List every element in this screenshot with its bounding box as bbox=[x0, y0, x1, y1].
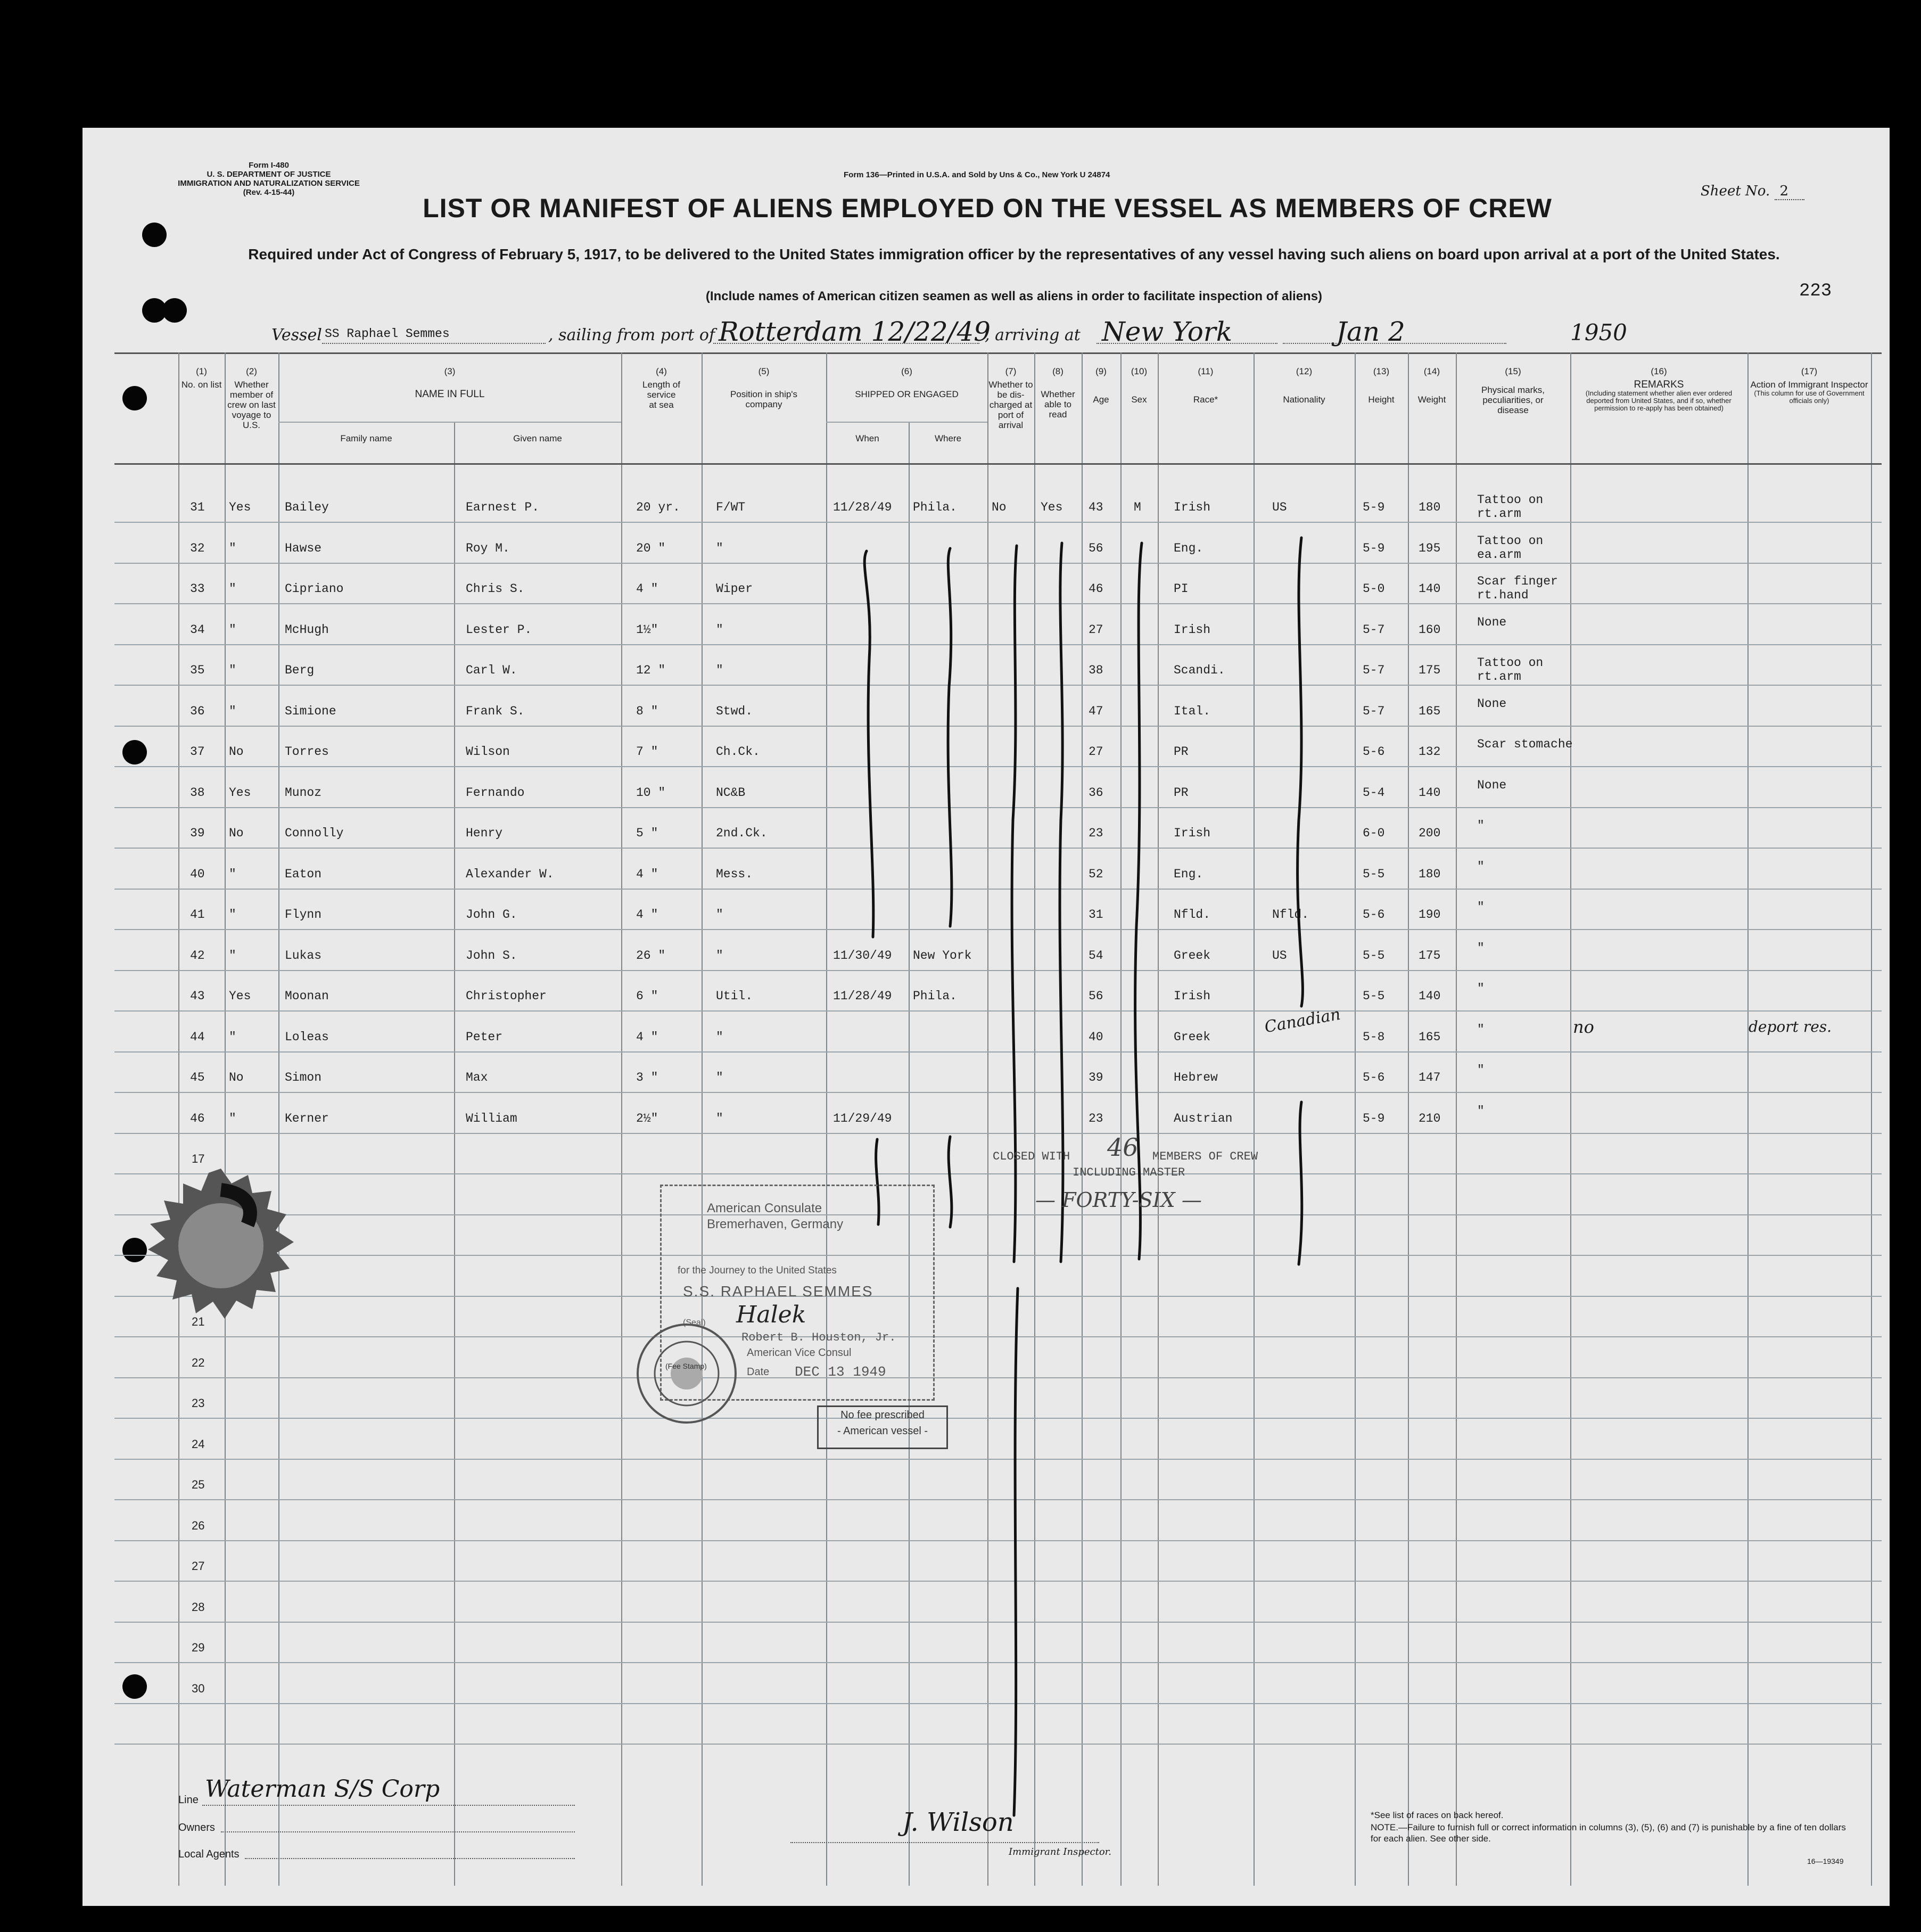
service-length: 4 " bbox=[636, 867, 658, 881]
shipped-where: New York bbox=[913, 948, 972, 963]
dept-name: U. S. DEPARTMENT OF JUSTICE bbox=[207, 170, 331, 179]
consulate-ship: S.S. RAPHAEL SEMMES bbox=[683, 1283, 873, 1300]
row-number: 42 bbox=[190, 948, 205, 963]
race: Greek bbox=[1174, 1030, 1211, 1044]
position: Ch.Ck. bbox=[716, 745, 760, 759]
race: Eng. bbox=[1174, 867, 1203, 881]
family-name: McHugh bbox=[285, 622, 329, 637]
row-number: 43 bbox=[190, 989, 205, 1003]
prev-voyage: No bbox=[229, 826, 244, 840]
physical-marks: " bbox=[1477, 859, 1485, 874]
manifest-sheet bbox=[83, 128, 1890, 1906]
action-note: deport res. bbox=[1749, 1018, 1832, 1035]
service-length: 1½" bbox=[636, 622, 658, 637]
sheet-number: 2 bbox=[1775, 183, 1805, 200]
printer-line: Form 136—Printed in U.S.A. and Sold by Uns & Co., New York U 24874 bbox=[844, 170, 1110, 179]
race: Irish bbox=[1174, 989, 1211, 1003]
col7-header: (7) Whether to be dis-charged at port of arrival bbox=[988, 366, 1033, 430]
col2-header: (2) Whether member of crew on last voyage to U.S. bbox=[227, 366, 276, 430]
inspector-signature: J. Wilson bbox=[902, 1807, 1014, 1837]
physical-marks: " bbox=[1477, 941, 1485, 955]
shipped-when: 11/30/49 bbox=[833, 948, 892, 963]
col8-header: (8) Whether able to read bbox=[1041, 366, 1075, 420]
weight: 200 bbox=[1419, 826, 1441, 840]
prev-voyage: " bbox=[229, 582, 236, 596]
age: 56 bbox=[1089, 989, 1103, 1003]
position: " bbox=[716, 1071, 723, 1084]
given-name: Roy M. bbox=[466, 541, 510, 555]
race: Scandi. bbox=[1174, 663, 1225, 677]
race: Hebrew bbox=[1174, 1071, 1218, 1084]
age: 47 bbox=[1089, 704, 1103, 718]
col12-header: (12) Nationality bbox=[1283, 366, 1325, 405]
given-name: John G. bbox=[466, 908, 517, 922]
consul-name: Robert B. Houston, Jr. bbox=[741, 1331, 896, 1344]
height: 5-6 bbox=[1363, 745, 1385, 759]
shipped-when: 11/28/49 bbox=[833, 500, 892, 514]
age: 36 bbox=[1089, 785, 1103, 800]
weight: 132 bbox=[1419, 745, 1441, 759]
service-length: 8 " bbox=[636, 704, 658, 718]
col10-header: (10) Sex bbox=[1131, 366, 1148, 405]
age: 23 bbox=[1089, 826, 1103, 840]
race: Irish bbox=[1174, 826, 1211, 840]
row-number: 31 bbox=[190, 500, 205, 514]
row-number: 45 bbox=[190, 1071, 205, 1084]
physical-marks: Tattoo on rt.arm bbox=[1477, 656, 1544, 684]
race: PR bbox=[1174, 745, 1189, 759]
family-name: Lukas bbox=[285, 948, 322, 963]
service-length: 20 yr. bbox=[636, 500, 680, 514]
nationality: US bbox=[1272, 500, 1287, 514]
row-number: 46 bbox=[190, 1111, 205, 1125]
service-length: 4 " bbox=[636, 582, 658, 596]
blank-row-number: 21 bbox=[192, 1315, 205, 1328]
vessel-label: Vessel bbox=[271, 326, 322, 344]
arriving-label: , arriving at bbox=[985, 326, 1081, 344]
blank-row-number: 22 bbox=[192, 1355, 205, 1369]
position: " bbox=[716, 541, 723, 555]
consulate-line3: for the Journey to the United States bbox=[678, 1265, 837, 1276]
arrival-year: 1950 bbox=[1570, 319, 1627, 346]
prev-voyage: " bbox=[229, 948, 236, 963]
embossed-seal bbox=[144, 1169, 298, 1323]
physical-marks: None bbox=[1477, 696, 1507, 711]
weight: 190 bbox=[1419, 908, 1441, 922]
race: PR bbox=[1174, 785, 1189, 800]
weight: 140 bbox=[1419, 785, 1441, 800]
family-name: Moonan bbox=[285, 989, 329, 1003]
revision: (Rev. 4-15-44) bbox=[243, 188, 295, 197]
shipped-where: Phila. bbox=[913, 500, 957, 514]
weight: 175 bbox=[1419, 663, 1441, 677]
sailing-port: Rotterdam 12/22/49 bbox=[719, 316, 991, 347]
height: 5-6 bbox=[1363, 1071, 1385, 1084]
age: 56 bbox=[1089, 541, 1103, 555]
family-name: Bailey bbox=[285, 500, 329, 514]
forty-six-label: — FORTY-SIX — bbox=[1035, 1188, 1202, 1212]
given-name: Fernando bbox=[466, 785, 525, 800]
family-name: Cipriano bbox=[285, 582, 344, 596]
given-name: Wilson bbox=[466, 745, 510, 759]
service-length: 7 " bbox=[636, 745, 658, 759]
age: 40 bbox=[1089, 1030, 1103, 1044]
given-name: Lester P. bbox=[466, 622, 532, 637]
service-length: 5 " bbox=[636, 826, 658, 840]
col6b-header: Where bbox=[934, 433, 962, 443]
given-name: Frank S. bbox=[466, 704, 525, 718]
service-length: 10 " bbox=[636, 785, 666, 800]
stamp-date: DEC 13 1949 bbox=[795, 1364, 886, 1380]
sheet-label: Sheet No. bbox=[1701, 183, 1770, 199]
given-name: John S. bbox=[466, 948, 517, 963]
weight: 140 bbox=[1419, 989, 1441, 1003]
col6a-header: When bbox=[855, 433, 879, 443]
family-name: Loleas bbox=[285, 1030, 329, 1044]
given-name: Carl W. bbox=[466, 663, 517, 677]
arrival-date: Jan 2 bbox=[1336, 316, 1405, 347]
row-number: 33 bbox=[190, 582, 205, 596]
form-number: Form I-480 bbox=[249, 161, 289, 170]
col6-header: (6) SHIPPED OR ENGAGED bbox=[855, 366, 959, 399]
family-name: Eaton bbox=[285, 867, 322, 881]
service-length: 2½" bbox=[636, 1111, 658, 1125]
race: Irish bbox=[1174, 622, 1211, 637]
weight: 210 bbox=[1419, 1111, 1441, 1125]
age: 54 bbox=[1089, 948, 1103, 963]
height: 5-6 bbox=[1363, 908, 1385, 922]
physical-marks: None bbox=[1477, 615, 1507, 629]
shipped-when: 11/28/49 bbox=[833, 989, 892, 1003]
race: PI bbox=[1174, 582, 1189, 596]
consul-title: American Vice Consul bbox=[747, 1347, 852, 1359]
members-of-crew-label: MEMBERS OF CREW bbox=[1152, 1150, 1258, 1163]
service-length: 20 " bbox=[636, 541, 666, 555]
family-name: Simon bbox=[285, 1071, 322, 1084]
row-number: 40 bbox=[190, 867, 205, 881]
col14-header: (14) Weight bbox=[1417, 366, 1446, 405]
row-number: 32 bbox=[190, 541, 205, 555]
family-name: Connolly bbox=[285, 826, 344, 840]
stamp-date-label: Date bbox=[747, 1366, 770, 1378]
owners-label: Owners bbox=[178, 1822, 215, 1834]
height: 6-0 bbox=[1363, 826, 1385, 840]
physical-marks: " bbox=[1477, 819, 1485, 833]
row-number: 41 bbox=[190, 908, 205, 922]
position: F/WT bbox=[716, 500, 746, 514]
height: 5-9 bbox=[1363, 1111, 1385, 1125]
family-name: Hawse bbox=[285, 541, 322, 555]
position: Mess. bbox=[716, 867, 753, 881]
fee-box-line1: No fee prescribed bbox=[840, 1409, 925, 1421]
race: Austrian bbox=[1174, 1111, 1233, 1125]
given-name: Earnest P. bbox=[466, 500, 540, 514]
form-code: 16—19349 bbox=[1807, 1857, 1844, 1865]
arriving-port: New York bbox=[1102, 316, 1232, 347]
family-name: Berg bbox=[285, 663, 315, 677]
position: " bbox=[716, 1111, 723, 1125]
given-name: Max bbox=[466, 1071, 488, 1084]
height: 5-5 bbox=[1363, 948, 1385, 963]
weight: 180 bbox=[1419, 867, 1441, 881]
weight: 147 bbox=[1419, 1071, 1441, 1084]
ditto-strokes bbox=[83, 128, 1890, 1906]
row-number: 38 bbox=[190, 785, 205, 800]
row-number: 36 bbox=[190, 704, 205, 718]
prev-voyage: Yes bbox=[229, 989, 251, 1003]
closed-with-label: CLOSED WITH bbox=[993, 1150, 1070, 1163]
position: " bbox=[716, 948, 723, 963]
blank-row-number: 24 bbox=[192, 1437, 205, 1451]
age: 27 bbox=[1089, 622, 1103, 637]
position: Util. bbox=[716, 989, 753, 1003]
discharged: No bbox=[992, 500, 1007, 514]
consulate-line2: Bremerhaven, Germany bbox=[707, 1217, 844, 1231]
races-note: *See list of races on back hereof. bbox=[1371, 1810, 1504, 1820]
physical-marks: None bbox=[1477, 778, 1507, 792]
inspector-label: Immigrant Inspector. bbox=[1009, 1846, 1112, 1857]
col11-header: (11) Race* bbox=[1193, 366, 1218, 405]
given-name: Alexander W. bbox=[466, 867, 554, 881]
weight: 195 bbox=[1419, 541, 1441, 555]
race: Irish bbox=[1174, 500, 1211, 514]
height: 5-7 bbox=[1363, 663, 1385, 677]
physical-marks: " bbox=[1477, 1104, 1485, 1118]
consular-seal bbox=[633, 1320, 740, 1427]
fee-stamp-label: (Fee Stamp) bbox=[665, 1362, 707, 1370]
page-number: 223 bbox=[1799, 281, 1832, 301]
closed-count: 46 bbox=[1107, 1133, 1139, 1162]
service-name: IMMIGRATION AND NATURALIZATION SERVICE bbox=[178, 179, 360, 188]
col13-header: (13) Height bbox=[1368, 366, 1395, 405]
height: 5-9 bbox=[1363, 500, 1385, 514]
local-agents-label: Local Agents bbox=[178, 1848, 240, 1860]
service-length: 4 " bbox=[636, 908, 658, 922]
race: Eng. bbox=[1174, 541, 1203, 555]
blank-row-number: 17 bbox=[192, 1152, 205, 1165]
age: 43 bbox=[1089, 500, 1103, 514]
prev-voyage: " bbox=[229, 663, 236, 677]
col9-header: (9) Age bbox=[1093, 366, 1109, 405]
position: Wiper bbox=[716, 582, 753, 596]
including-master-label: INCLUDING MASTER bbox=[1073, 1166, 1185, 1179]
service-length: 26 " bbox=[636, 948, 666, 963]
vessel-name: SS Raphael Semmes bbox=[325, 327, 450, 341]
blank-row-number: 25 bbox=[192, 1478, 205, 1491]
sex: M bbox=[1134, 500, 1141, 514]
height: 5-7 bbox=[1363, 704, 1385, 718]
service-length: 6 " bbox=[636, 989, 658, 1003]
col4-header: (4) Length of service at sea bbox=[642, 366, 680, 410]
height: 5-8 bbox=[1363, 1030, 1385, 1044]
weight: 180 bbox=[1419, 500, 1441, 514]
blank-row-number: 27 bbox=[192, 1559, 205, 1573]
nationality: Nfld. bbox=[1272, 908, 1309, 922]
row-number: 39 bbox=[190, 826, 205, 840]
prev-voyage: " bbox=[229, 541, 236, 555]
height: 5-9 bbox=[1363, 541, 1385, 555]
row-number: 34 bbox=[190, 622, 205, 637]
able-to-read: Yes bbox=[1041, 500, 1063, 514]
family-name: Simione bbox=[285, 704, 336, 718]
prev-voyage: " bbox=[229, 908, 236, 922]
form-subtitle: Required under Act of Congress of February 5, 1917, to be delivered to the United States immigration officer by the representatives of any vessel having such aliens on board upon arrival at a port of the United States. bbox=[248, 246, 1780, 262]
row-number: 37 bbox=[190, 745, 205, 759]
family-name: Flynn bbox=[285, 908, 322, 922]
col3-header: (3) NAME IN FULL bbox=[415, 366, 485, 400]
blank-row-number: 28 bbox=[192, 1600, 205, 1614]
line-value: Waterman S/S Corp bbox=[205, 1775, 440, 1803]
height: 5-0 bbox=[1363, 582, 1385, 596]
given-name: Chris S. bbox=[466, 582, 525, 596]
row-number: 44 bbox=[190, 1030, 205, 1044]
given-name: Christopher bbox=[466, 989, 547, 1003]
form-note: (Include names of American citizen seamen as well as aliens in order to facilitate inspection of aliens) bbox=[705, 289, 1323, 303]
race: Nfld. bbox=[1174, 908, 1211, 922]
row-number: 35 bbox=[190, 663, 205, 677]
height: 5-7 bbox=[1363, 622, 1385, 637]
position: 2nd.Ck. bbox=[716, 826, 768, 840]
position: Stwd. bbox=[716, 704, 753, 718]
position: " bbox=[716, 622, 723, 637]
age: 23 bbox=[1089, 1111, 1103, 1125]
given-name: Henry bbox=[466, 826, 503, 840]
age: 38 bbox=[1089, 663, 1103, 677]
nationality: US bbox=[1272, 948, 1287, 963]
penalty-note: NOTE.—Failure to furnish full or correct information in columns (3), (5), (6) and (7) is punishable by a fine of ten dollars for each alien. See other side. bbox=[1371, 1822, 1846, 1844]
col5-header: (5) Position in ship's company bbox=[730, 366, 798, 409]
physical-marks: Scar finger rt.hand bbox=[1477, 574, 1558, 602]
blank-row-number: 23 bbox=[192, 1396, 205, 1410]
race: Ital. bbox=[1174, 704, 1211, 718]
position: NC&B bbox=[716, 785, 746, 800]
weight: 165 bbox=[1419, 1030, 1441, 1044]
col15-header: (15) Physical marks, peculiarities, or disease bbox=[1481, 366, 1545, 415]
nationality-correction: Canadian bbox=[1263, 1005, 1342, 1037]
col17-header: (17) Action of Immigrant Inspector (This column for use of Government officials only) bbox=[1750, 366, 1868, 405]
remarks-note: no bbox=[1573, 1017, 1594, 1037]
family-name: Munoz bbox=[285, 785, 322, 800]
fee-box-line2: - American vessel - bbox=[837, 1425, 928, 1437]
prev-voyage: " bbox=[229, 704, 236, 718]
family-name: Kerner bbox=[285, 1111, 329, 1125]
prev-voyage: No bbox=[229, 745, 244, 759]
seal-label: (Seal) bbox=[683, 1318, 706, 1327]
col1-header: (1) No. on list bbox=[181, 366, 222, 390]
prev-voyage: " bbox=[229, 1111, 236, 1125]
physical-marks: " bbox=[1477, 1022, 1485, 1037]
given-name: Peter bbox=[466, 1030, 503, 1044]
consul-signature: Hale​k bbox=[736, 1301, 806, 1328]
service-length: 3 " bbox=[636, 1071, 658, 1084]
height: 5-4 bbox=[1363, 785, 1385, 800]
sailing-label: , sailing from port of bbox=[548, 326, 715, 344]
shipped-when: 11/29/49 bbox=[833, 1111, 892, 1125]
prev-voyage: " bbox=[229, 867, 236, 881]
weight: 140 bbox=[1419, 582, 1441, 596]
prev-voyage: " bbox=[229, 1030, 236, 1044]
race: Greek bbox=[1174, 948, 1211, 963]
given-name: William bbox=[466, 1111, 517, 1125]
prev-voyage: Yes bbox=[229, 785, 251, 800]
prev-voyage: " bbox=[229, 622, 236, 637]
col16-header: (16) REMARKS (Including statement whether alien ever ordered deported from United States, and if so, whether permission to re-apply has been obtained) bbox=[1585, 366, 1733, 412]
physical-marks: " bbox=[1477, 1063, 1485, 1077]
prev-voyage: Yes bbox=[229, 500, 251, 514]
page-title: LIST OR MANIFEST OF ALIENS EMPLOYED ON THE VESSEL AS MEMBERS OF CREW bbox=[423, 193, 1552, 223]
line-label: Line bbox=[178, 1794, 199, 1806]
age: 31 bbox=[1089, 908, 1103, 922]
service-length: 12 " bbox=[636, 663, 666, 677]
prev-voyage: No bbox=[229, 1071, 244, 1084]
physical-marks: Tattoo on ea.arm bbox=[1477, 533, 1544, 562]
consulate-line1: American Consulate bbox=[707, 1201, 822, 1215]
weight: 165 bbox=[1419, 704, 1441, 718]
position: " bbox=[716, 663, 723, 677]
fee-box bbox=[817, 1405, 948, 1449]
col3b-header: Given name bbox=[513, 433, 562, 443]
weight: 175 bbox=[1419, 948, 1441, 963]
physical-marks: " bbox=[1477, 900, 1485, 914]
service-length: 4 " bbox=[636, 1030, 658, 1044]
age: 46 bbox=[1089, 582, 1103, 596]
position: " bbox=[716, 908, 723, 922]
height: 5-5 bbox=[1363, 989, 1385, 1003]
age: 27 bbox=[1089, 745, 1103, 759]
age: 39 bbox=[1089, 1071, 1103, 1084]
weight: 160 bbox=[1419, 622, 1441, 637]
blank-row-number: 30 bbox=[192, 1681, 205, 1695]
height: 5-5 bbox=[1363, 867, 1385, 881]
physical-marks: Scar stomache bbox=[1477, 737, 1573, 751]
position: " bbox=[716, 1030, 723, 1044]
shipped-where: Phila. bbox=[913, 989, 957, 1003]
col3a-header: Family name bbox=[340, 433, 392, 443]
family-name: Torres bbox=[285, 745, 329, 759]
physical-marks: Tattoo on rt.arm bbox=[1477, 493, 1544, 521]
physical-marks: " bbox=[1477, 982, 1485, 996]
age: 52 bbox=[1089, 867, 1103, 881]
blank-row-number: 29 bbox=[192, 1641, 205, 1654]
blank-row-number: 26 bbox=[192, 1518, 205, 1532]
